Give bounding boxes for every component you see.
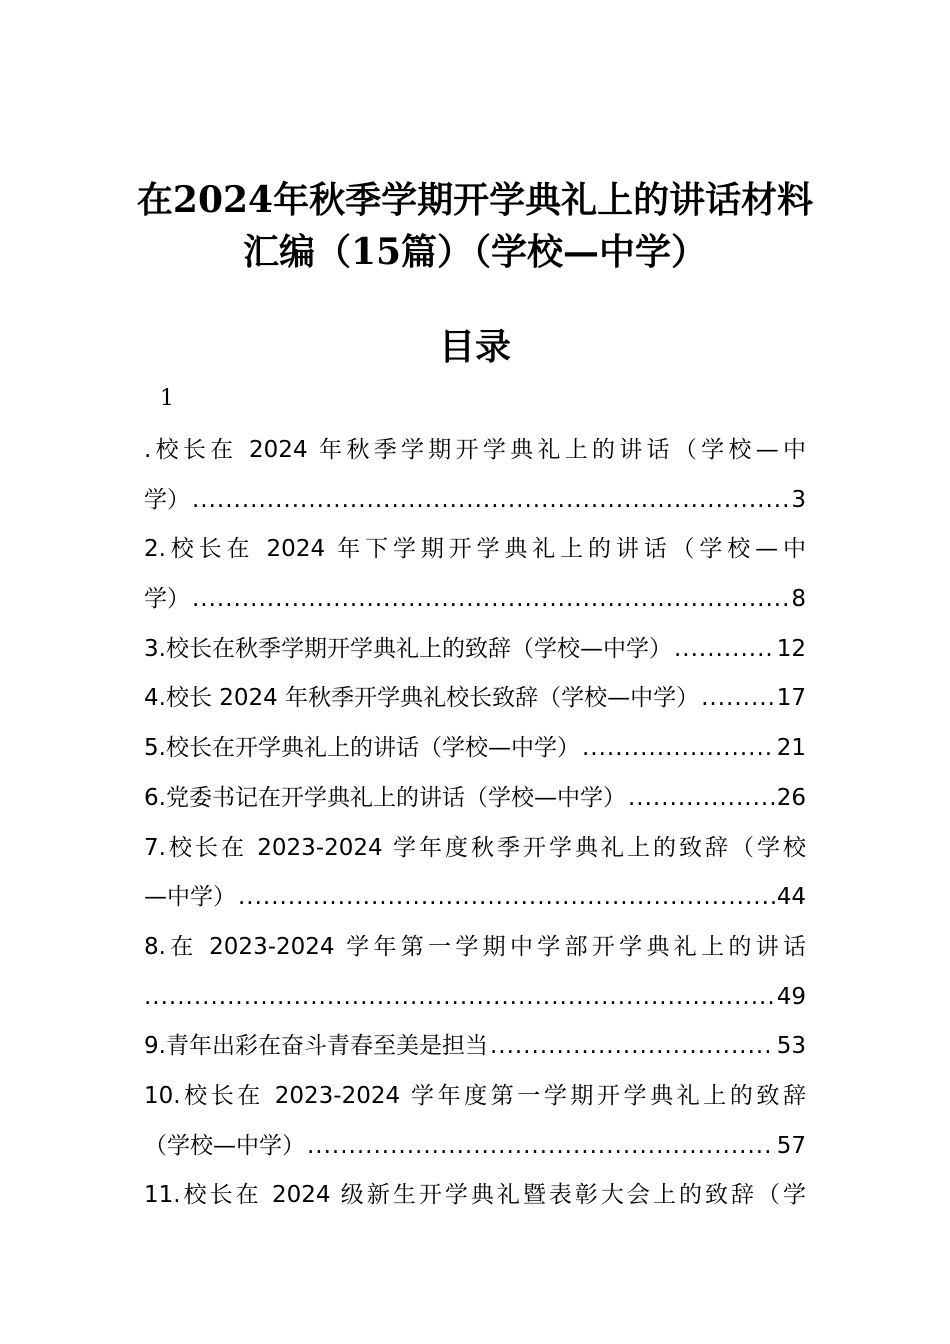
toc-dot-leader xyxy=(582,724,775,774)
toc-page-number: 8 xyxy=(791,586,806,613)
toc-entry-11[interactable] xyxy=(144,1171,806,1221)
toc-page-number: 26 xyxy=(776,784,806,811)
toc-page-number: 44 xyxy=(776,884,806,911)
toc-dot-leader xyxy=(628,774,775,824)
document-title-line-1: 在2024年秋季学期开学典礼上的讲话材料 xyxy=(136,179,814,221)
toc-dot-leader xyxy=(701,674,775,724)
toc-entry-title: .校长在 2024 年秋季学期开学典礼上的讲话（学校—中 xyxy=(144,437,806,463)
toc-dot-leader xyxy=(307,1122,775,1172)
toc-page-number: 49 xyxy=(776,983,806,1010)
toc-entry-title: 3.校长在秋季学期开学典礼上的致辞（学校—中学） xyxy=(144,635,672,662)
toc-entry-6[interactable] xyxy=(144,774,806,824)
toc-dot-leader xyxy=(238,873,775,923)
toc-entry-title: 4.校长 2024 年秋季开学典礼校长致辞（学校—中学） xyxy=(144,685,700,712)
toc-dot-leader xyxy=(674,625,775,675)
toc-heading: 目录 xyxy=(438,326,511,368)
toc-first-number: 1 xyxy=(160,386,174,411)
toc-page-number: 3 xyxy=(791,486,806,513)
toc-entry-title: 9.青年出彩在奋斗青春至美是担当 xyxy=(144,1033,488,1060)
toc-page-number: 17 xyxy=(776,685,806,712)
toc-entry-title: 2.校长在 2024 年下学期开学典礼上的讲话（学校—中 xyxy=(144,536,806,563)
toc-entry-title-cont: 学） xyxy=(144,486,190,513)
toc-entry-title: 7.校长在 2023-2024 学年度秋季开学典礼上的致辞（学校 xyxy=(144,834,806,861)
toc-entry-1[interactable] xyxy=(144,426,806,525)
toc-entry-title: 6.党委书记在开学典礼上的讲话（学校—中学） xyxy=(144,784,626,811)
toc-entry-title-cont: 学） xyxy=(144,586,190,613)
toc-dot-leader xyxy=(490,1022,775,1072)
toc-entry-title: 10.校长在 2023-2024 学年度第一学期开学典礼上的致辞 xyxy=(144,1082,806,1109)
toc-entry-title: 8.在 2023-2024 学年第一学期中学部开学典礼上的讲话 xyxy=(144,933,806,960)
toc-page-number: 57 xyxy=(776,1132,806,1159)
toc-entry-title-cont: （学校—中学） xyxy=(144,1132,305,1159)
toc-entry-7[interactable] xyxy=(144,824,806,923)
toc-entry-8[interactable] xyxy=(144,923,806,1022)
document-title xyxy=(0,174,950,278)
toc-page-number: 53 xyxy=(776,1033,806,1060)
toc-entry-4[interactable] xyxy=(144,674,806,724)
toc-page-number: 21 xyxy=(776,735,806,762)
toc-page-number: 12 xyxy=(776,635,806,662)
toc-entry-title: 11.校长在 2024 级新生开学典礼暨表彰大会上的致辞（学 xyxy=(144,1182,806,1209)
toc-dot-leader xyxy=(144,973,775,1023)
toc-entry-9[interactable] xyxy=(144,1022,806,1072)
toc-entry-title: 5.校长在开学典礼上的讲话（学校—中学） xyxy=(144,735,580,762)
toc-dot-leader xyxy=(192,575,789,625)
table-of-contents xyxy=(144,426,806,1221)
toc-entry-10[interactable] xyxy=(144,1072,806,1171)
toc-entry-5[interactable] xyxy=(144,724,806,774)
document-title-line-2: 汇编（15篇）（学校—中学） xyxy=(242,231,708,273)
toc-entry-2[interactable] xyxy=(144,525,806,624)
toc-entry-title-cont: —中学） xyxy=(144,884,236,911)
toc-entry-3[interactable] xyxy=(144,625,806,675)
toc-dot-leader xyxy=(192,476,789,526)
